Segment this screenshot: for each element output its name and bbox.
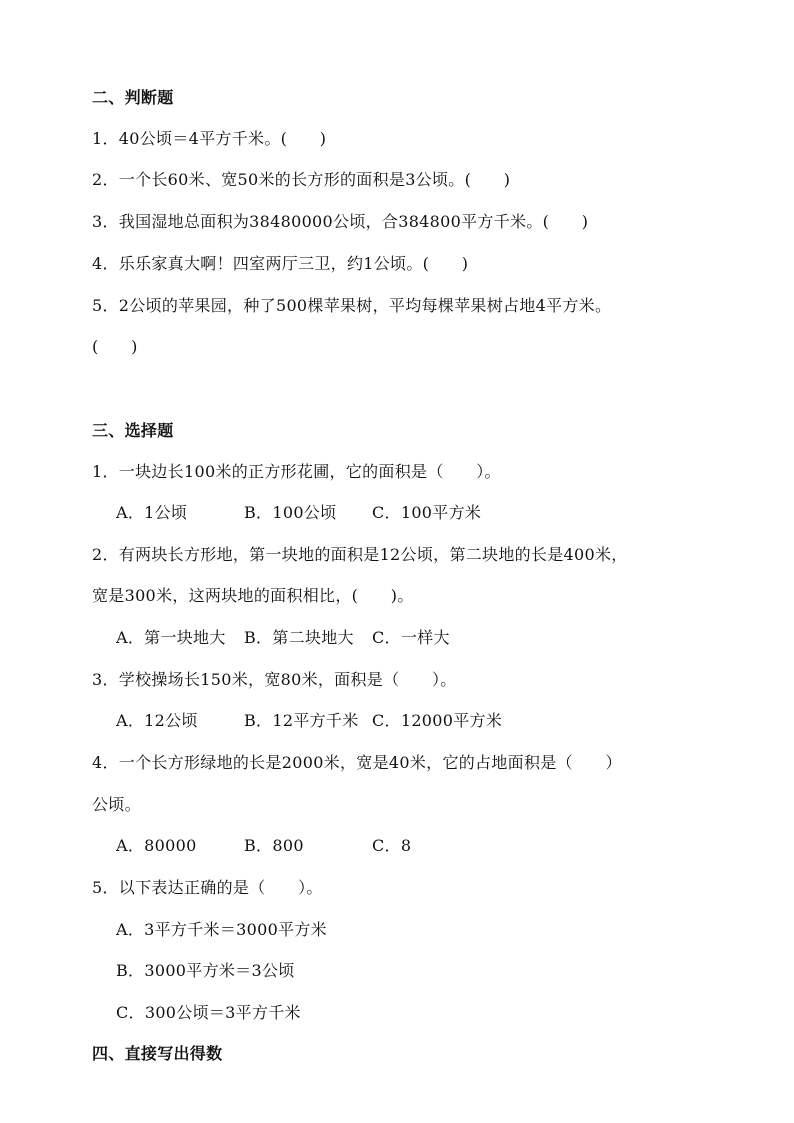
judgment-item-5-blank: ( ) [92,337,138,356]
choice-q4-option-c: C．8 [372,836,412,855]
choice-q1-option-c: C．100平方米 [372,503,482,522]
choice-q1-option-a: A．1公顷 [116,503,188,522]
section-heading-mental-math: 四、直接写出得数 [92,1044,223,1063]
choice-q3-option-a: A．12公顷 [116,711,198,730]
choice-q4-text-line1: 4．一个长方形绿地的长是2000米，宽是40米，它的占地面积是（ ） [92,753,622,772]
choice-q5-option-b: B．3000平方米＝3公顷 [116,961,295,980]
choice-q2-option-c: C．一样大 [372,628,450,647]
choice-q3-option-c: C．12000平方米 [372,711,503,730]
choice-q3-option-b: B．12平方千米 [244,711,359,730]
choice-q2-text-line2: 宽是300米，这两块地的面积相比，( )。 [92,586,414,605]
judgment-item-1: 1．40公顷＝4平方千米。( ) [92,129,327,148]
choice-q4-option-a: A．80000 [116,836,197,855]
choice-q2-option-b: B．第二块地大 [244,628,354,647]
judgment-item-4: 4．乐乐家真大啊！四室两厅三卫，约1公顷。( ) [92,254,469,273]
choice-q2-text-line1: 2．有两块长方形地，第一块地的面积是12公顷，第二块地的长是400米， [92,545,628,564]
choice-q1-text: 1．一块边长100米的正方形花圃，它的面积是（ ）。 [92,462,501,481]
choice-q1-options [116,503,481,523]
choice-q5-option-a: A．3平方千米＝3000平方米 [116,920,327,939]
choice-q5-option-c: C．300公顷＝3平方千米 [116,1003,301,1022]
choice-q1-option-b: B．100公顷 [244,503,337,522]
section-heading-judgment: 二、判断题 [92,88,174,107]
choice-q2-option-a: A．第一块地大 [116,628,226,647]
judgment-item-3: 3．我国湿地总面积为38480000公顷，合384800平方千米。( ) [92,212,589,231]
choice-q3-options [116,711,502,731]
choice-q4-options [116,836,411,856]
choice-q2-options [116,628,450,648]
choice-q4-text-line2: 公顷。 [92,795,141,814]
choice-q4-option-b: B．800 [244,836,304,855]
judgment-item-5: 5．2公顷的苹果园，种了500棵苹果树，平均每棵苹果树占地4平方米。 [92,296,612,315]
choice-q5-text: 5．以下表达正确的是（ ）。 [92,878,323,897]
judgment-item-2: 2．一个长60米、宽50米的长方形的面积是3公顷。( ) [92,170,511,189]
choice-q3-text: 3．学校操场长150米，宽80米，面积是（ ）。 [92,670,457,689]
section-heading-choice: 三、选择题 [92,421,174,440]
